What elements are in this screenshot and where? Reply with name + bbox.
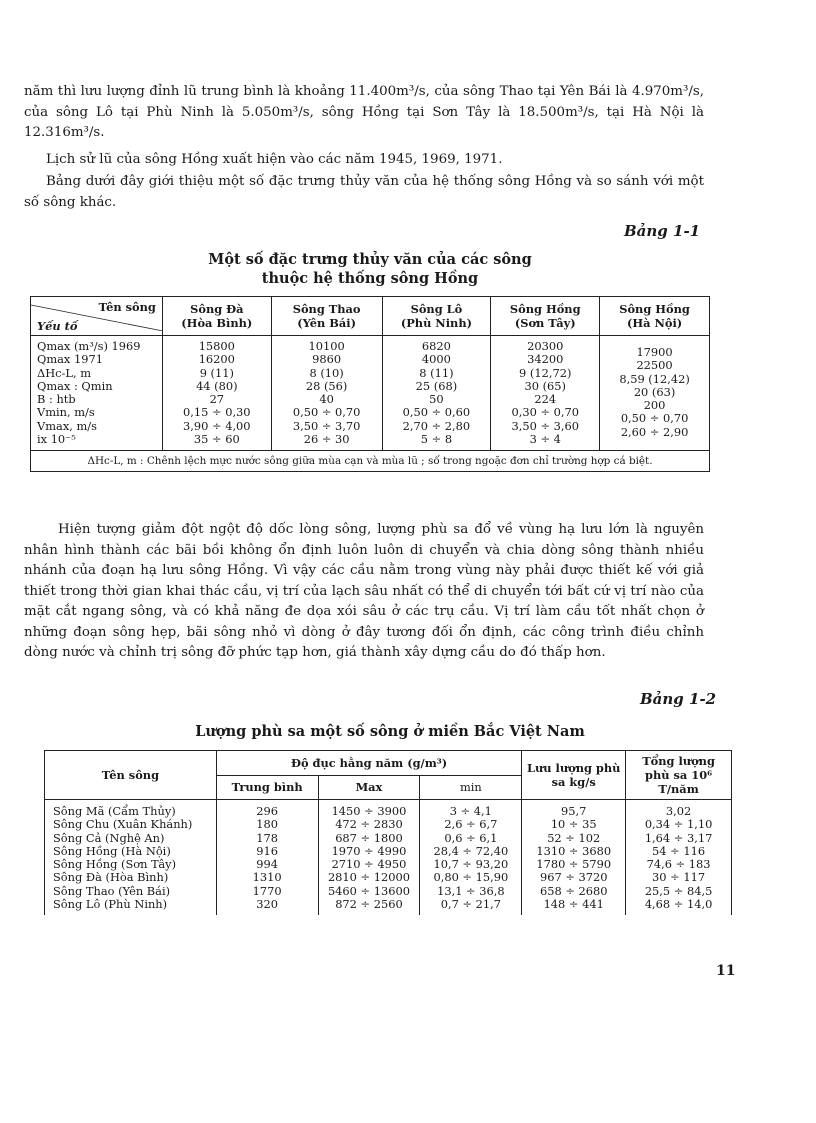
row-label: Vmax, m/s bbox=[37, 418, 97, 433]
value-cell: 5 ÷ 8 bbox=[420, 432, 453, 447]
value-cell: 22500 bbox=[636, 358, 673, 373]
col-river-name: Sông Hồng bbox=[619, 302, 690, 316]
table1-values-song-lo bbox=[382, 336, 491, 451]
value-cell: 916 bbox=[256, 843, 279, 858]
table1-footnote: ΔHc-L, m : Chênh lệch mực nước sông giữa mùa cạn và mùa lũ ; số trong ngoặc đơn chỉ trường hợp cá biệt. bbox=[31, 451, 710, 472]
col-river-location: (Hà Nội) bbox=[626, 316, 683, 330]
value-cell: 180 bbox=[256, 817, 279, 832]
paragraph-flood-discharge: năm thì lưu lượng đỉnh lũ trung bình là khoảng 11.400m³/s, của sông Thao tại Yên Bái là 4.970m³/s, của sông Lô tại Phù Ninh là 5.050m³/s, sông Hồng tại Sơn Tây là 18.500m³/s, tại Hà Nội là 12.316m³/s. bbox=[24, 84, 704, 140]
value-cell: 2,70 ÷ 2,80 bbox=[402, 418, 471, 433]
col-river-location: (Sơn Tây) bbox=[514, 316, 576, 330]
value-cell: 4000 bbox=[421, 352, 451, 367]
table1-header-row bbox=[31, 297, 710, 336]
value-cell: 3,50 ÷ 3,70 bbox=[292, 418, 361, 433]
value-cell: 2,6 ÷ 6,7 bbox=[444, 817, 498, 832]
table2-header-row-1 bbox=[45, 751, 732, 776]
river-name: Sông Hồng (Hà Nội) bbox=[53, 843, 171, 858]
table2-header-flow: Lưu lượng phù sa kg/s bbox=[522, 751, 626, 800]
value-cell: 872 ÷ 2560 bbox=[335, 897, 403, 912]
value-cell: 25 (68) bbox=[415, 378, 458, 393]
col-river-name: Sông Thao bbox=[292, 302, 361, 316]
value-cell: 10 ÷ 35 bbox=[550, 817, 597, 832]
value-cell: 178 bbox=[256, 830, 279, 845]
value-cell: 224 bbox=[534, 392, 557, 407]
row-label: ΔHc-L, m bbox=[37, 365, 91, 380]
table2-min-values bbox=[420, 800, 522, 916]
table2-river-names bbox=[45, 800, 217, 916]
value-cell: 0,15 ÷ 0,30 bbox=[183, 405, 251, 420]
value-cell: 0,50 ÷ 0,70 bbox=[620, 411, 689, 426]
value-cell: 26 ÷ 30 bbox=[303, 432, 350, 447]
value-cell: 0,50 ÷ 0,70 bbox=[292, 405, 361, 420]
table2-header-average: Trung bình bbox=[216, 775, 318, 800]
value-cell: 9860 bbox=[312, 352, 342, 367]
river-name: Sông Mã (Cẩm Thủy) bbox=[53, 804, 176, 818]
value-cell: 200 bbox=[643, 398, 666, 413]
river-name: Sông Thao (Yên Bái) bbox=[53, 883, 171, 898]
value-cell: 148 ÷ 441 bbox=[543, 897, 604, 912]
value-cell: 1310 ÷ 3680 bbox=[536, 843, 612, 858]
river-name: Sông Đà (Hòa Bình) bbox=[53, 870, 169, 885]
value-cell: 34200 bbox=[527, 352, 564, 367]
table1-values-song-da bbox=[162, 336, 271, 451]
value-cell: 0,6 ÷ 6,1 bbox=[444, 830, 498, 845]
value-cell: 296 bbox=[256, 804, 279, 818]
table1-title-line1: Một số đặc trưng thủy văn của các sông bbox=[208, 251, 532, 268]
value-cell: 1780 ÷ 5790 bbox=[536, 857, 612, 872]
table1-footnote-row bbox=[31, 451, 710, 472]
value-cell: 54 ÷ 116 bbox=[652, 843, 706, 858]
river-name: Sông Lô (Phù Ninh) bbox=[53, 897, 168, 912]
table2-title: Lượng phù sa một số sông ở miền Bắc Việt Nam bbox=[195, 723, 585, 740]
hydrology-table bbox=[30, 296, 710, 472]
value-cell: 3 ÷ 4,1 bbox=[449, 804, 492, 818]
col-river-name: Sông Đà bbox=[190, 302, 244, 316]
value-cell: 0,80 ÷ 15,90 bbox=[433, 870, 509, 885]
table1-col-header bbox=[162, 297, 271, 336]
value-cell: 8,59 (12,42) bbox=[619, 371, 690, 386]
row-label: ix 10⁻⁵ bbox=[37, 432, 76, 447]
value-cell: 1,64 ÷ 3,17 bbox=[644, 830, 713, 845]
value-cell: 0,50 ÷ 0,60 bbox=[402, 405, 471, 420]
table2-header-turbidity: Độ đục hằng năm (g/m³) bbox=[216, 751, 521, 776]
table1-col-header bbox=[600, 297, 710, 336]
value-cell: 1970 ÷ 4990 bbox=[331, 843, 407, 858]
value-cell: 967 ÷ 3720 bbox=[539, 870, 608, 885]
table1-values-song-hong-son-tay bbox=[491, 336, 600, 451]
value-cell: 0,30 ÷ 0,70 bbox=[511, 405, 579, 420]
paragraph-table-intro: Bảng dưới đây giới thiệu một số đặc trưng thủy văn của hệ thống sông Hồng và so sánh với một số sông khác. bbox=[24, 174, 704, 210]
table1-body-row bbox=[31, 336, 710, 451]
value-cell: 3,02 bbox=[665, 804, 692, 818]
col-river-location: (Phù Ninh) bbox=[400, 316, 473, 330]
value-cell: 1450 ÷ 3900 bbox=[331, 804, 407, 818]
table1-caption: Bảng 1-1 bbox=[624, 222, 701, 240]
value-cell: 74,6 ÷ 183 bbox=[646, 857, 711, 872]
value-cell: 30 (65) bbox=[524, 378, 566, 393]
value-cell: 1770 bbox=[252, 883, 282, 898]
table1-col-header bbox=[382, 297, 491, 336]
col-river-name: Sông Hồng bbox=[509, 302, 581, 316]
river-name: Sông Cả (Nghệ An) bbox=[53, 830, 165, 845]
value-cell: 30 ÷ 117 bbox=[652, 870, 706, 885]
table2-max-values bbox=[318, 800, 420, 916]
row-label: Qmax (m³/s) 1969 bbox=[37, 339, 141, 353]
value-cell: 3 ÷ 4 bbox=[529, 432, 561, 447]
table1-col-header bbox=[491, 297, 600, 336]
value-cell: 20 (63) bbox=[633, 384, 676, 399]
value-cell: 95,7 bbox=[561, 804, 587, 818]
value-cell: 44 (80) bbox=[196, 378, 238, 393]
value-cell: 10,7 ÷ 93,20 bbox=[433, 857, 509, 872]
table2-header-river: Tên sông bbox=[45, 751, 217, 800]
value-cell: 25,5 ÷ 84,5 bbox=[644, 883, 713, 898]
value-cell: 0,7 ÷ 21,7 bbox=[440, 897, 501, 912]
value-cell: 20300 bbox=[527, 339, 564, 353]
value-cell: 28 (56) bbox=[305, 378, 348, 393]
value-cell: 687 ÷ 1800 bbox=[335, 830, 403, 845]
value-cell: 472 ÷ 2830 bbox=[335, 817, 403, 832]
value-cell: 17900 bbox=[636, 345, 673, 359]
value-cell: 50 bbox=[429, 392, 444, 407]
col-river-location: (Yên Bái) bbox=[297, 316, 356, 330]
value-cell: 8 (10) bbox=[309, 365, 344, 380]
col-river-name: Sông Lô bbox=[410, 302, 463, 316]
corner-label-factor: Yếu tố bbox=[37, 319, 78, 333]
value-cell: 16200 bbox=[198, 352, 235, 367]
value-cell: 4,68 ÷ 14,0 bbox=[644, 897, 713, 912]
table1-values-song-thao bbox=[271, 336, 382, 451]
table2-header-total: Tổng lượng phù sa 10⁶ T/năm bbox=[626, 751, 732, 800]
value-cell: 9 (12,72) bbox=[519, 365, 572, 380]
value-cell: 3,50 ÷ 3,60 bbox=[511, 418, 579, 433]
table1-title-line2: thuộc hệ thống sông Hồng bbox=[261, 270, 479, 287]
table2-total-values bbox=[626, 800, 732, 916]
value-cell: 8 (11) bbox=[419, 365, 454, 380]
corner-label-river: Tên sông bbox=[98, 300, 156, 314]
value-cell: 2810 ÷ 12000 bbox=[327, 870, 410, 885]
value-cell: 9 (11) bbox=[199, 365, 234, 380]
value-cell: 28,4 ÷ 72,40 bbox=[433, 843, 509, 858]
paragraph-flood-history: Lịch sử lũ của sông Hồng xuất hiện vào các năm 1945, 1969, 1971. bbox=[46, 152, 503, 167]
table2-header-min: min bbox=[420, 775, 522, 800]
row-label: Vmin, m/s bbox=[37, 405, 95, 420]
table1-col-header bbox=[271, 297, 382, 336]
value-cell: 52 ÷ 102 bbox=[547, 830, 601, 845]
value-cell: 5460 ÷ 13600 bbox=[327, 883, 410, 898]
value-cell: 13,1 ÷ 36,8 bbox=[437, 883, 505, 898]
river-name: Sông Chu (Xuân Khánh) bbox=[53, 817, 193, 832]
river-name: Sông Hồng (Sơn Tây) bbox=[53, 857, 177, 872]
value-cell: 658 ÷ 2680 bbox=[539, 883, 608, 898]
table2-header-max: Max bbox=[318, 775, 420, 800]
value-cell: 27 bbox=[209, 392, 225, 407]
table2-average-values bbox=[216, 800, 318, 916]
table1-values-song-hong-ha-noi bbox=[600, 336, 710, 451]
value-cell: 0,34 ÷ 1,10 bbox=[644, 817, 713, 832]
page-number: 11 bbox=[716, 963, 736, 979]
table1-corner-cell bbox=[31, 297, 163, 336]
value-cell: 10100 bbox=[308, 339, 345, 353]
row-label: Qmax 1971 bbox=[37, 352, 103, 367]
value-cell: 2,60 ÷ 2,90 bbox=[620, 424, 689, 439]
sediment-table bbox=[44, 750, 732, 915]
table2-body-row bbox=[45, 800, 732, 916]
paragraph-sediment-effects: Hiện tượng giảm đột ngột độ dốc lòng sông, lượng phù sa đổ về vùng hạ lưu lớn là nguyên nhân hình thành các bãi bồi không ổn định luôn luôn di chuyển và chia dòng sông thành nhiều nhánh của đoạn hạ lưu sông Hồng. Vì vậy các cầu nằm trong vùng này phải được thiết kế với giả thiết trong thời gian khai thác cầu, vị trí của lạch sâu nhất có thể di chuyển tới bất cứ vị trí nào của mặt cắt ngang sông, và có khả năng đe dọa xói sâu ở các trụ cầu. Vị trí làm cầu tốt nhất chọn ở những đoạn sông hẹp, bãi sông nhỏ vì dòng ở đây tương đối ổn định, các công trình điều chỉnh dòng nước và chỉnh trị sông đỡ phức tạp hơn, giá thành xây dựng cầu do đó thấp hơn. bbox=[24, 522, 704, 660]
value-cell: 320 bbox=[256, 897, 279, 912]
row-label: B : htb bbox=[37, 392, 76, 407]
value-cell: 6820 bbox=[421, 339, 451, 353]
value-cell: 1310 bbox=[252, 870, 282, 885]
table1-row-labels bbox=[31, 336, 163, 451]
row-label: Qmax : Qmin bbox=[37, 378, 113, 393]
table2-flow-values bbox=[522, 800, 626, 916]
value-cell: 15800 bbox=[198, 339, 235, 353]
table2-caption: Bảng 1-2 bbox=[640, 690, 717, 708]
table1-title bbox=[120, 250, 620, 288]
value-cell: 2710 ÷ 4950 bbox=[331, 857, 407, 872]
col-river-location: (Hòa Bình) bbox=[181, 316, 253, 330]
value-cell: 35 ÷ 60 bbox=[193, 432, 240, 447]
value-cell: 3,90 ÷ 4,00 bbox=[183, 418, 251, 433]
value-cell: 994 bbox=[256, 857, 279, 872]
value-cell: 40 bbox=[319, 392, 334, 407]
